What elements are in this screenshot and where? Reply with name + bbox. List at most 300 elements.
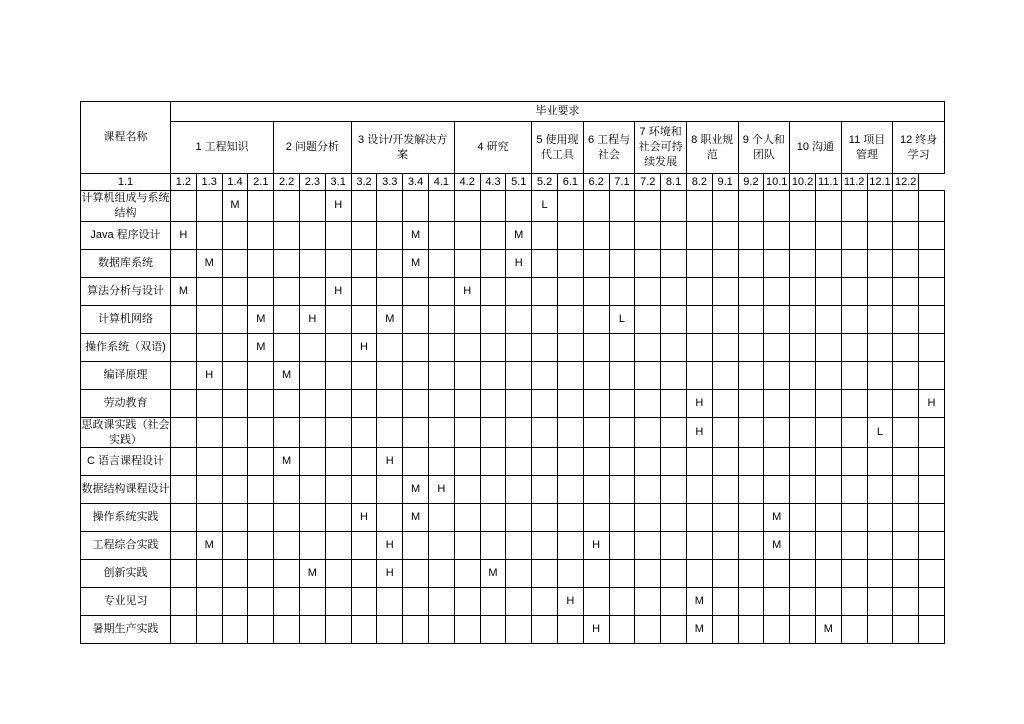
matrix-cell xyxy=(403,191,429,222)
matrix-cell xyxy=(351,417,377,448)
matrix-cell xyxy=(841,616,867,644)
matrix-cell xyxy=(222,305,248,333)
matrix-cell xyxy=(196,616,222,644)
course-name-cell: 计算机网络 xyxy=(81,305,171,333)
matrix-cell: M xyxy=(403,476,429,504)
matrix-cell xyxy=(480,305,506,333)
matrix-cell xyxy=(428,249,454,277)
indicator-header-3.2: 3.2 xyxy=(351,174,377,191)
matrix-cell: M xyxy=(686,588,712,616)
matrix-cell xyxy=(403,560,429,588)
matrix-cell xyxy=(661,504,687,532)
matrix-cell xyxy=(506,532,532,560)
matrix-cell xyxy=(377,476,403,504)
matrix-cell xyxy=(480,277,506,305)
matrix-cell xyxy=(841,389,867,417)
matrix-cell xyxy=(480,504,506,532)
matrix-cell xyxy=(712,532,738,560)
matrix-cell: H xyxy=(325,277,351,305)
matrix-cell xyxy=(454,417,480,448)
indicator-header-4.2: 4.2 xyxy=(454,174,480,191)
matrix-cell xyxy=(893,191,919,222)
matrix-cell xyxy=(196,476,222,504)
matrix-cell xyxy=(428,504,454,532)
matrix-cell xyxy=(609,277,635,305)
matrix-cell xyxy=(609,560,635,588)
matrix-cell xyxy=(506,277,532,305)
matrix-cell xyxy=(557,616,583,644)
matrix-cell xyxy=(919,221,945,249)
course-name-cell: 创新实践 xyxy=(81,560,171,588)
table-row xyxy=(81,305,945,333)
matrix-cell xyxy=(893,277,919,305)
matrix-cell xyxy=(377,191,403,222)
matrix-cell xyxy=(506,191,532,222)
matrix-cell xyxy=(841,191,867,222)
matrix-cell xyxy=(686,560,712,588)
indicator-header-3.4: 3.4 xyxy=(403,174,429,191)
corner-course-name-header: 课程名称 xyxy=(81,102,171,174)
matrix-cell xyxy=(635,504,661,532)
matrix-cell xyxy=(815,560,841,588)
matrix-cell: H xyxy=(583,532,609,560)
indicator-header-8.1: 8.1 xyxy=(661,174,687,191)
matrix-cell xyxy=(919,448,945,476)
matrix-cell xyxy=(790,616,816,644)
matrix-cell xyxy=(712,588,738,616)
matrix-cell xyxy=(893,221,919,249)
matrix-cell xyxy=(248,361,274,389)
matrix-cell xyxy=(299,361,325,389)
matrix-cell xyxy=(738,191,764,222)
matrix-cell xyxy=(635,221,661,249)
matrix-head-row-indicators xyxy=(81,174,945,191)
indicator-header-1.2: 1.2 xyxy=(171,174,197,191)
matrix-cell xyxy=(454,221,480,249)
matrix-cell xyxy=(686,191,712,222)
matrix-cell xyxy=(919,560,945,588)
matrix-cell xyxy=(609,616,635,644)
matrix-cell xyxy=(428,532,454,560)
matrix-cell xyxy=(506,389,532,417)
matrix-cell: M xyxy=(274,361,300,389)
matrix-cell xyxy=(274,277,300,305)
matrix-cell xyxy=(841,476,867,504)
matrix-cell xyxy=(557,333,583,361)
matrix-cell: M xyxy=(171,277,197,305)
matrix-cell xyxy=(661,588,687,616)
matrix-cell: M xyxy=(222,191,248,222)
matrix-cell xyxy=(196,448,222,476)
matrix-cell xyxy=(661,191,687,222)
matrix-cell xyxy=(712,305,738,333)
matrix-cell xyxy=(686,249,712,277)
indicator-header-9.1: 9.1 xyxy=(712,174,738,191)
matrix-cell xyxy=(532,333,558,361)
indicator-header-12.2: 12.2 xyxy=(893,174,919,191)
matrix-cell xyxy=(532,476,558,504)
matrix-cell xyxy=(222,361,248,389)
matrix-cell xyxy=(248,588,274,616)
matrix-cell xyxy=(196,277,222,305)
graduation-requirements-header: 毕业要求 xyxy=(171,102,945,122)
matrix-cell xyxy=(790,532,816,560)
indicator-header-1.1: 1.1 xyxy=(81,174,171,191)
matrix-cell xyxy=(506,476,532,504)
matrix-cell xyxy=(712,560,738,588)
matrix-cell xyxy=(738,560,764,588)
matrix-cell xyxy=(893,504,919,532)
matrix-cell xyxy=(790,476,816,504)
table-row xyxy=(81,448,945,476)
matrix-cell xyxy=(171,560,197,588)
matrix-cell xyxy=(248,504,274,532)
course-name-cell: 专业见习 xyxy=(81,588,171,616)
matrix-cell xyxy=(480,588,506,616)
matrix-cell xyxy=(738,389,764,417)
matrix-cell xyxy=(686,448,712,476)
matrix-cell xyxy=(171,476,197,504)
matrix-cell xyxy=(686,361,712,389)
matrix-cell xyxy=(635,277,661,305)
matrix-cell xyxy=(919,504,945,532)
matrix-cell: M xyxy=(480,560,506,588)
matrix-cell xyxy=(635,361,661,389)
matrix-cell xyxy=(171,532,197,560)
matrix-cell xyxy=(480,221,506,249)
matrix-cell: H xyxy=(325,191,351,222)
matrix-cell xyxy=(557,448,583,476)
matrix-cell xyxy=(196,417,222,448)
matrix-cell xyxy=(686,532,712,560)
matrix-cell xyxy=(480,249,506,277)
indicator-header-3.3: 3.3 xyxy=(377,174,403,191)
matrix-cell xyxy=(893,249,919,277)
matrix-cell xyxy=(583,560,609,588)
indicator-header-1.4: 1.4 xyxy=(222,174,248,191)
matrix-cell xyxy=(867,249,893,277)
matrix-cell xyxy=(583,249,609,277)
matrix-cell xyxy=(841,588,867,616)
matrix-cell xyxy=(815,532,841,560)
matrix-cell xyxy=(480,333,506,361)
matrix-cell xyxy=(222,389,248,417)
requirement-group-header-6: 6 工程与社会 xyxy=(583,122,635,174)
matrix-cell xyxy=(841,249,867,277)
matrix-cell xyxy=(661,305,687,333)
matrix-cell xyxy=(532,389,558,417)
matrix-cell xyxy=(738,417,764,448)
matrix-cell xyxy=(790,333,816,361)
matrix-cell xyxy=(248,277,274,305)
requirement-group-header-12: 12 终身学习 xyxy=(893,122,945,174)
matrix-cell xyxy=(196,560,222,588)
matrix-cell: L xyxy=(609,305,635,333)
matrix-cell xyxy=(893,532,919,560)
matrix-cell xyxy=(532,305,558,333)
matrix-cell xyxy=(299,249,325,277)
matrix-cell xyxy=(274,588,300,616)
matrix-cell xyxy=(274,616,300,644)
matrix-cell xyxy=(351,389,377,417)
matrix-cell xyxy=(532,417,558,448)
matrix-cell xyxy=(351,448,377,476)
matrix-cell xyxy=(841,221,867,249)
course-name-cell: 思政课实践（社会实践） xyxy=(81,417,171,448)
matrix-cell xyxy=(428,448,454,476)
matrix-cell xyxy=(557,504,583,532)
matrix-cell xyxy=(480,532,506,560)
matrix-cell xyxy=(377,361,403,389)
matrix-cell xyxy=(403,333,429,361)
course-name-cell: C 语言课程设计 xyxy=(81,448,171,476)
matrix-cell xyxy=(790,277,816,305)
matrix-cell xyxy=(428,361,454,389)
matrix-cell xyxy=(377,417,403,448)
table-row xyxy=(81,389,945,417)
matrix-cell: H xyxy=(377,532,403,560)
matrix-cell xyxy=(712,389,738,417)
table-row xyxy=(81,560,945,588)
indicator-header-5.2: 5.2 xyxy=(532,174,558,191)
matrix-cell xyxy=(274,389,300,417)
indicator-header-4.3: 4.3 xyxy=(480,174,506,191)
matrix-cell xyxy=(661,249,687,277)
matrix-cell xyxy=(248,191,274,222)
matrix-cell xyxy=(635,560,661,588)
matrix-cell xyxy=(919,333,945,361)
matrix-cell xyxy=(841,305,867,333)
matrix-cell xyxy=(867,361,893,389)
matrix-cell xyxy=(867,588,893,616)
matrix-cell xyxy=(635,532,661,560)
matrix-cell xyxy=(532,221,558,249)
matrix-cell xyxy=(299,417,325,448)
matrix-cell xyxy=(171,333,197,361)
matrix-cell xyxy=(171,249,197,277)
matrix-cell xyxy=(867,616,893,644)
matrix-cell xyxy=(738,616,764,644)
matrix-cell xyxy=(893,560,919,588)
matrix-cell xyxy=(403,588,429,616)
course-name-cell: 工程综合实践 xyxy=(81,532,171,560)
indicator-header-10.1: 10.1 xyxy=(764,174,790,191)
table-row xyxy=(81,588,945,616)
matrix-cell xyxy=(635,616,661,644)
matrix-cell xyxy=(583,504,609,532)
indicator-header-3.1: 3.1 xyxy=(325,174,351,191)
course-name-cell: 算法分析与设计 xyxy=(81,277,171,305)
matrix-cell xyxy=(325,389,351,417)
matrix-cell: H xyxy=(428,476,454,504)
matrix-cell xyxy=(661,417,687,448)
indicator-header-11.1: 11.1 xyxy=(815,174,841,191)
matrix-cell xyxy=(919,361,945,389)
matrix-cell xyxy=(171,588,197,616)
matrix-cell xyxy=(532,448,558,476)
matrix-cell: M xyxy=(196,532,222,560)
matrix-cell xyxy=(171,191,197,222)
matrix-cell xyxy=(661,448,687,476)
matrix-cell xyxy=(764,588,790,616)
matrix-cell xyxy=(919,305,945,333)
table-row xyxy=(81,532,945,560)
matrix-cell xyxy=(222,504,248,532)
matrix-table xyxy=(80,101,945,644)
matrix-cell xyxy=(790,417,816,448)
matrix-cell xyxy=(790,560,816,588)
matrix-cell xyxy=(325,560,351,588)
matrix-cell xyxy=(506,417,532,448)
matrix-cell xyxy=(841,560,867,588)
matrix-cell xyxy=(893,389,919,417)
matrix-head-row-groups xyxy=(81,122,945,174)
matrix-cell: H xyxy=(583,616,609,644)
matrix-cell xyxy=(712,476,738,504)
matrix-cell xyxy=(403,277,429,305)
matrix-cell xyxy=(712,448,738,476)
matrix-cell xyxy=(557,305,583,333)
matrix-cell xyxy=(841,277,867,305)
matrix-cell xyxy=(222,532,248,560)
matrix-cell xyxy=(428,417,454,448)
matrix-cell xyxy=(351,191,377,222)
matrix-cell: H xyxy=(686,417,712,448)
matrix-cell xyxy=(248,476,274,504)
course-name-cell: 操作系统实践 xyxy=(81,504,171,532)
matrix-cell xyxy=(557,191,583,222)
requirement-group-header-11: 11 项目管理 xyxy=(841,122,893,174)
indicator-header-5.1: 5.1 xyxy=(506,174,532,191)
matrix-cell xyxy=(351,476,377,504)
matrix-cell xyxy=(557,389,583,417)
matrix-cell xyxy=(403,305,429,333)
matrix-cell xyxy=(480,191,506,222)
matrix-cell xyxy=(274,249,300,277)
matrix-cell xyxy=(686,504,712,532)
matrix-cell xyxy=(919,588,945,616)
requirement-group-header-9: 9 个人和团队 xyxy=(738,122,790,174)
indicator-header-7.2: 7.2 xyxy=(635,174,661,191)
matrix-cell xyxy=(428,389,454,417)
course-name-cell: 操作系统（双语) xyxy=(81,333,171,361)
indicator-header-4.1: 4.1 xyxy=(428,174,454,191)
matrix-cell xyxy=(325,532,351,560)
matrix-cell xyxy=(325,417,351,448)
matrix-cell xyxy=(815,191,841,222)
matrix-cell xyxy=(867,305,893,333)
matrix-cell xyxy=(557,476,583,504)
matrix-cell xyxy=(738,305,764,333)
matrix-cell xyxy=(532,361,558,389)
matrix-cell xyxy=(893,305,919,333)
matrix-cell xyxy=(583,333,609,361)
matrix-cell xyxy=(325,476,351,504)
requirement-group-header-8: 8 职业规范 xyxy=(686,122,738,174)
matrix-cell xyxy=(557,560,583,588)
matrix-cell: H xyxy=(171,221,197,249)
matrix-cell xyxy=(790,305,816,333)
matrix-cell xyxy=(325,448,351,476)
matrix-cell xyxy=(635,417,661,448)
matrix-cell xyxy=(867,221,893,249)
matrix-cell xyxy=(893,588,919,616)
matrix-cell xyxy=(867,560,893,588)
matrix-cell xyxy=(454,532,480,560)
course-name-cell: Java 程序设计 xyxy=(81,221,171,249)
matrix-cell: M xyxy=(274,448,300,476)
matrix-cell: H xyxy=(196,361,222,389)
matrix-cell xyxy=(815,448,841,476)
matrix-cell xyxy=(867,191,893,222)
matrix-cell xyxy=(480,616,506,644)
matrix-cell: H xyxy=(919,389,945,417)
matrix-cell xyxy=(841,532,867,560)
matrix-cell xyxy=(712,221,738,249)
matrix-cell xyxy=(815,504,841,532)
matrix-cell xyxy=(557,221,583,249)
matrix-cell xyxy=(299,191,325,222)
matrix-cell xyxy=(583,417,609,448)
matrix-cell xyxy=(738,476,764,504)
matrix-cell xyxy=(919,476,945,504)
matrix-cell xyxy=(583,277,609,305)
matrix-cell xyxy=(171,504,197,532)
matrix-cell xyxy=(919,532,945,560)
matrix-cell xyxy=(712,191,738,222)
matrix-cell xyxy=(351,277,377,305)
matrix-cell xyxy=(403,361,429,389)
matrix-cell xyxy=(738,504,764,532)
matrix-cell xyxy=(867,389,893,417)
matrix-cell xyxy=(919,191,945,222)
requirement-group-header-10: 10 沟通 xyxy=(790,122,842,174)
matrix-cell xyxy=(532,249,558,277)
matrix-cell xyxy=(351,560,377,588)
matrix-cell xyxy=(351,616,377,644)
matrix-cell xyxy=(609,389,635,417)
matrix-cell: H xyxy=(557,588,583,616)
matrix-cell xyxy=(274,504,300,532)
matrix-cell xyxy=(299,476,325,504)
course-name-cell: 计算机组成与系统结构 xyxy=(81,191,171,222)
requirement-group-header-5: 5 使用现代工具 xyxy=(532,122,584,174)
matrix-cell xyxy=(274,305,300,333)
matrix-head-row-top xyxy=(81,102,945,122)
matrix-cell xyxy=(428,333,454,361)
matrix-cell xyxy=(635,448,661,476)
matrix-cell: H xyxy=(686,389,712,417)
matrix-cell xyxy=(841,333,867,361)
matrix-cell xyxy=(583,389,609,417)
matrix-cell xyxy=(867,277,893,305)
matrix-cell xyxy=(325,588,351,616)
matrix-cell xyxy=(299,448,325,476)
matrix-cell: L xyxy=(867,417,893,448)
matrix-cell xyxy=(222,560,248,588)
matrix-cell xyxy=(222,417,248,448)
matrix-cell xyxy=(686,221,712,249)
table-row xyxy=(81,476,945,504)
matrix-cell xyxy=(841,448,867,476)
matrix-cell xyxy=(171,417,197,448)
requirement-group-header-2: 2 问题分析 xyxy=(274,122,351,174)
matrix-cell xyxy=(609,417,635,448)
matrix-cell xyxy=(454,476,480,504)
matrix-cell xyxy=(171,389,197,417)
matrix-cell xyxy=(248,532,274,560)
matrix-cell xyxy=(248,448,274,476)
